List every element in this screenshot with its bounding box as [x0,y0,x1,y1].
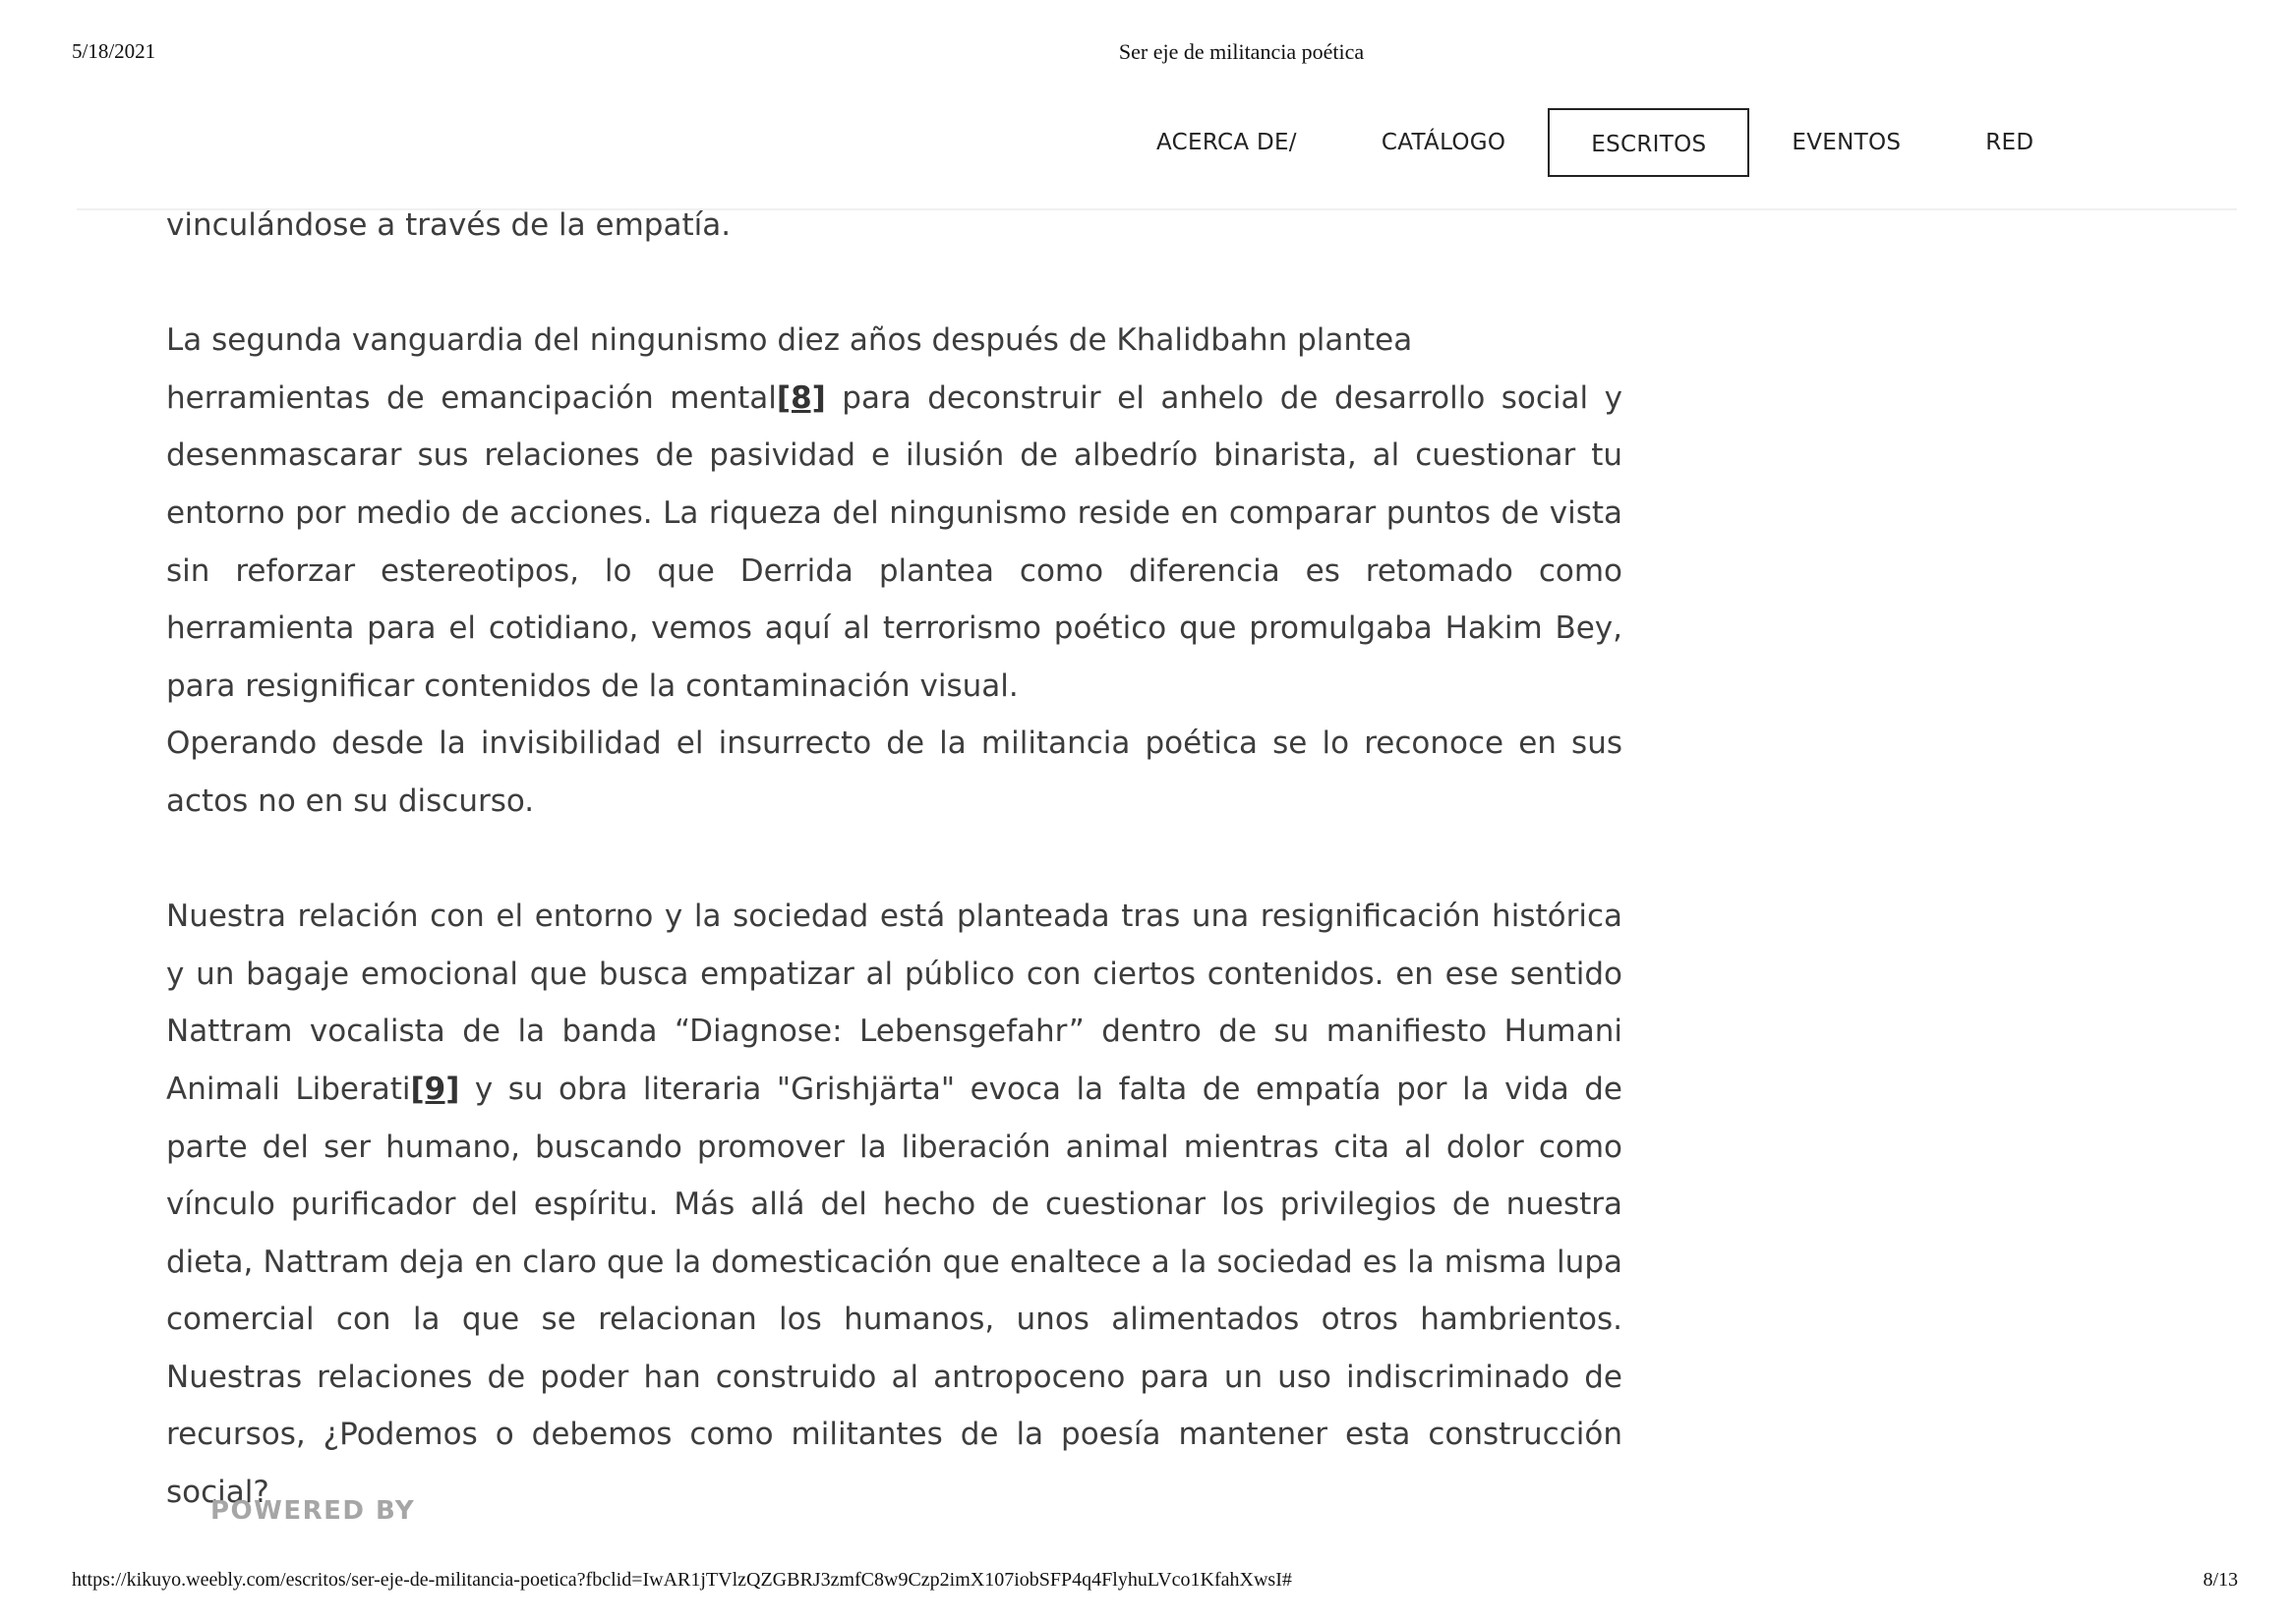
nav-item-escritos[interactable]: ESCRITOS [1548,108,1749,177]
footnote-link-8[interactable]: [8] [776,379,826,416]
article-paragraph: Operando desde la invisibilidad el insurrecto de la militancia poética se lo reconoce en sus actos no en su discurso. [166,725,1622,819]
powered-by-label[interactable]: POWERED BY [210,1496,416,1526]
nav-item-eventos[interactable]: EVENTOS [1792,130,1902,155]
article-text: Nuestra relación con el entorno y la sociedad está planteada tras una resignificación histórica y un bagaje emocional que busca empatizar al público con ciertos contenidos. en ese sentido Nattram vocalista de la banda “Diagnose: Lebensgefahr” dentro de su manifiesto Humani Animali Liberati [166,899,1622,1107]
article-paragraph [166,370,1622,716]
article-body [166,197,1622,1522]
article-text: para deconstruir el anhelo de desarrollo social y desenmascarar sus relaciones de pasividad e ilusión de albedrío binarista, al cuestionar tu entorno por medio de acciones. La riqueza del ningunismo reside en comparar puntos de vista sin reforzar estereotipos, lo que Derrida plantea como diferencia es retomado como herramienta para el cotidiano, vemos aquí al terrorismo poético que promulgaba Hakim Bey, para resignificar contenidos de la contaminación visual. [166,379,1622,704]
main-navigation [1114,107,2076,178]
nav-item-red[interactable]: RED [1985,130,2034,155]
nav-item-catalogo[interactable]: CATÁLOGO [1381,130,1506,155]
print-date: 5/18/2021 [72,39,156,63]
print-page-title: Ser eje de militancia poética [1118,39,1365,64]
article-paragraph [166,888,1622,1522]
article-paragraph: La segunda vanguardia del ningunismo diez años después de Khalidbahn plantea [166,322,1413,359]
article-text: y su obra literaria "Grishjärta" evoca la falta de empatía por la vida de parte del ser humano, buscando promover la liberación animal mientras cita al dolor como vínculo purificador del espíritu. Más allá del hecho de cuestionar los privilegios de nuestra dieta, Nattram deja en claro que la domesticación que enaltece a la sociedad es la misma lupa comercial con la que se relacionan los humanos, unos alimentados otros hambrientos. Nuestras relaciones de poder han construido al antropoceno para un uso indiscriminado de recursos, ¿Podemos o debemos como militantes de la poesía mantener esta construcción social? [166,1071,1622,1511]
print-page-number: 8/13 [2203,1569,2238,1591]
article-paragraph: vinculándose a través de la empatía. [166,207,732,243]
article-text: herramientas de emancipación mental [166,379,777,416]
footnote-link-9[interactable]: [9] [410,1071,460,1107]
print-url: https://kikuyo.weebly.com/escritos/ser-eje-de-militancia-poetica?fbclid=IwAR1jTVlzQZGBRJ3zmfC8w9Czp2imX107iobSFP4q4FlyhuLVco1KfahXwsI# [72,1569,1292,1591]
nav-item-acerca-de[interactable]: ACERCA DE/ [1156,130,1297,155]
